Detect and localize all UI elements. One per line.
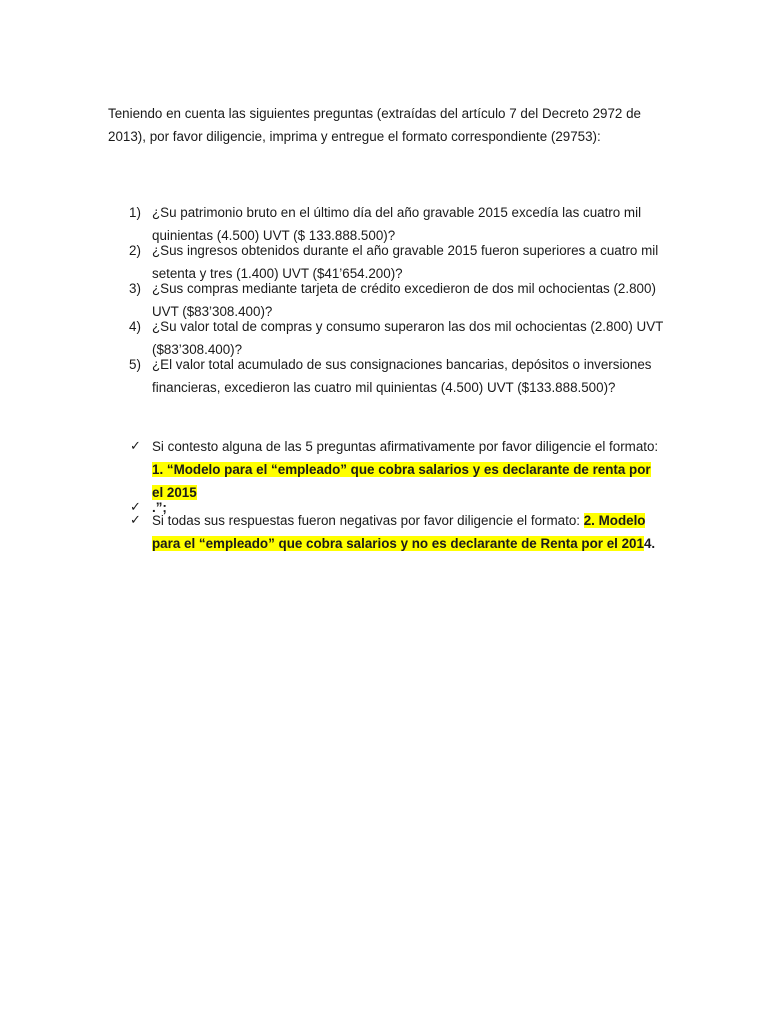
instruction-lead: Si contesto alguna de las 5 preguntas afirmativamente por favor diligencie el formato: xyxy=(152,439,659,454)
instruction-text xyxy=(152,509,664,555)
instructions-list xyxy=(108,435,664,555)
question-item xyxy=(108,353,664,399)
question-number: 4) xyxy=(129,319,141,334)
questions-list xyxy=(108,201,664,399)
question-text: ¿Sus compras mediante tarjeta de crédito excedieron de dos mil ochocientas (2.800) UVT ($83’308.400)? xyxy=(152,281,656,319)
checkmark-icon: ✓ xyxy=(130,513,141,528)
instruction-item xyxy=(108,435,664,504)
question-text: ¿Sus ingresos obtenidos durante el año gravable 2015 fueron superiores a cuatro mil setenta y tres (1.400) UVT ($41’654.200)? xyxy=(152,243,659,281)
intro-paragraph: Teniendo en cuenta las siguientes preguntas (extraídas del artículo 7 del Decreto 2972 de 2013), por favor diligencie, imprima y entregue el formato correspondiente (29753): xyxy=(108,106,641,144)
checkmark-icon: ✓ xyxy=(130,500,141,515)
highlighted-form-name: 2. Modelo para el “empleado” que cobra salarios y no es declarante de Renta por el 201 xyxy=(152,513,646,551)
highlighted-form-name: 1. “Modelo para el “empleado” que cobra salarios y es declarante de renta por el 2015 xyxy=(152,462,651,500)
question-number: 3) xyxy=(129,281,141,296)
form-name-tail: 4. xyxy=(643,536,656,551)
checkmark-icon: ✓ xyxy=(130,439,141,454)
question-number: 2) xyxy=(129,243,141,258)
question-text: ¿Su patrimonio bruto en el último día del año gravable 2015 excedía las cuatro mil quinientas (4.500) UVT ($ 133.888.500)? xyxy=(152,205,642,243)
question-text: ¿Su valor total de compras y consumo superaron las dos mil ochocientas (2.800) UVT ($83’308.400)? xyxy=(152,319,664,357)
question-number: 5) xyxy=(129,357,141,372)
instruction-text xyxy=(152,435,664,504)
question-text: ¿El valor total acumulado de sus consignaciones bancarias, depósitos o inversiones financieras, excedieron las cuatro mil quinientas (4.500) UVT ($133.888.500)? xyxy=(152,357,652,395)
instruction-text: .”; xyxy=(152,500,167,515)
instruction-lead: Si todas sus respuestas fueron negativas por favor diligencie el formato: xyxy=(152,513,584,528)
instruction-item xyxy=(108,509,664,555)
question-number: 1) xyxy=(129,205,141,220)
